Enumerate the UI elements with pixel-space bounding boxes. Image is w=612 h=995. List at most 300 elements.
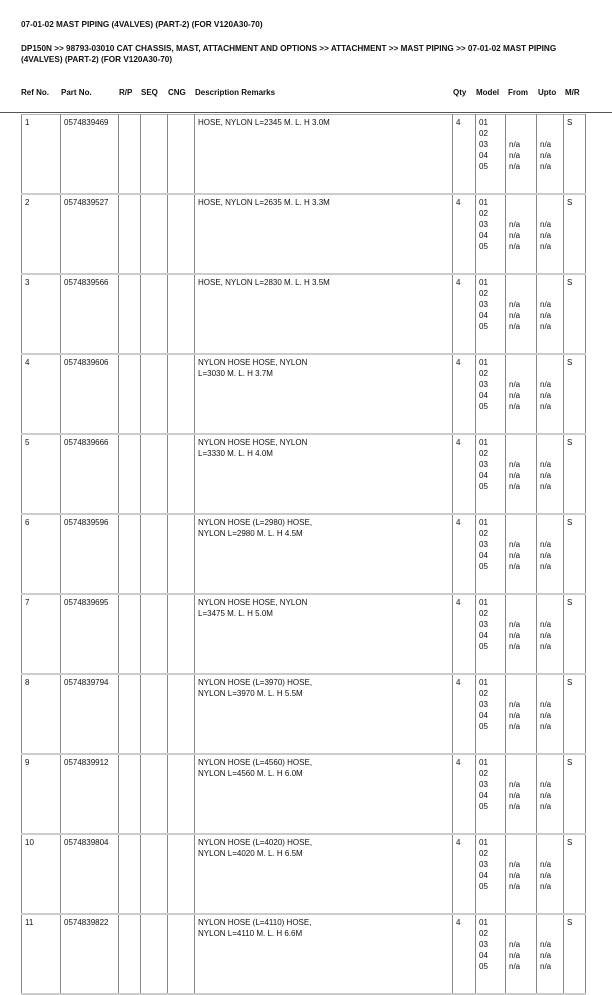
col-header-ref: Ref No. [21,88,49,97]
model-code: 02 [479,209,488,218]
description-line: HOSE, NYLON L=2830 M. L. H 3.5M [198,278,330,287]
upto-cell [537,354,564,434]
upto-value: n/a [540,940,552,949]
description-cell [195,594,453,674]
model-code: 04 [479,391,488,400]
upto-cell [537,674,564,754]
model-code: 03 [479,620,488,629]
cell-text: 4 [456,358,461,367]
upto-cell [537,914,564,994]
cell-text: S [567,918,573,927]
description-line: NYLON L=3970 M. L. H 5.5M [198,689,303,698]
model-code: 04 [479,471,488,480]
model-code: 03 [479,380,488,389]
upto-value: n/a [540,860,552,869]
rp-cell [119,594,141,674]
upto-cell [537,274,564,354]
seq-cell [141,434,168,514]
mr-cell [564,115,586,195]
cng-cell [168,354,195,434]
table-row [22,594,586,674]
part-number-cell [61,594,119,674]
cell-text: 0574839469 [64,118,109,127]
part-number-cell [61,514,119,594]
from-cell [506,354,537,434]
cell-text: S [567,278,573,287]
from-value: n/a [509,551,521,560]
from-value: n/a [509,620,521,629]
cell-text: S [567,118,573,127]
part-number-cell [61,754,119,834]
table-row [22,914,586,994]
from-cell [506,594,537,674]
col-header-rp: R/P [119,88,133,97]
model-code: 02 [479,849,488,858]
description-line: L=3475 M. L. H 5.0M [198,609,273,618]
upto-cell [537,194,564,274]
table-row [22,194,586,274]
cell-text: 3 [25,278,30,287]
upto-value: n/a [540,471,552,480]
mr-cell [564,834,586,914]
cell-text: 0574839596 [64,518,109,527]
description-line: HOSE, NYLON L=2635 M. L. H 3.3M [198,198,330,207]
page-title: 07-01-02 MAST PIPING (4VALVES) (PART-2) (FOR V120A30-70) [21,20,263,29]
cng-cell [168,594,195,674]
cell-text: 4 [456,518,461,527]
ref-cell [22,194,61,274]
upto-value: n/a [540,802,552,811]
cell-text: 11 [25,918,34,927]
from-cell [506,834,537,914]
upto-value: n/a [540,311,552,320]
from-value: n/a [509,162,521,171]
model-cell [476,914,506,994]
seq-cell [141,594,168,674]
seq-cell [141,115,168,195]
cell-text: 9 [25,758,30,767]
cell-text: S [567,198,573,207]
table-row [22,834,586,914]
cell-text: 10 [25,838,34,847]
model-code: 03 [479,460,488,469]
upto-value: n/a [540,882,552,891]
model-code: 02 [479,929,488,938]
upto-value: n/a [540,242,552,251]
upto-value: n/a [540,871,552,880]
from-value: n/a [509,882,521,891]
rp-cell [119,274,141,354]
ref-cell [22,514,61,594]
cell-text: 0574839912 [64,758,109,767]
model-code: 05 [479,322,488,331]
upto-value: n/a [540,231,552,240]
model-code: 04 [479,231,488,240]
rp-cell [119,834,141,914]
description-cell [195,115,453,195]
model-code: 01 [479,518,488,527]
from-value: n/a [509,540,521,549]
mr-cell [564,914,586,994]
upto-value: n/a [540,631,552,640]
seq-cell [141,674,168,754]
qty-cell [453,274,476,354]
from-value: n/a [509,460,521,469]
cng-cell [168,194,195,274]
seq-cell [141,834,168,914]
upto-value: n/a [540,162,552,171]
description-line: NYLON HOSE (L=3970) HOSE, [198,678,313,687]
from-value: n/a [509,871,521,880]
model-code: 04 [479,871,488,880]
cell-text: S [567,598,573,607]
model-code: 01 [479,678,488,687]
model-code: 01 [479,278,488,287]
col-header-desc: Description Remarks [195,88,276,97]
cell-text: 4 [456,838,461,847]
qty-cell [453,754,476,834]
cell-text: S [567,678,573,687]
cell-text: 0574839606 [64,358,109,367]
cell-text: S [567,438,573,447]
cell-text: 0574839527 [64,198,109,207]
mr-cell [564,274,586,354]
from-value: n/a [509,151,521,160]
description-line: NYLON HOSE HOSE, NYLON [198,438,308,447]
model-code: 01 [479,598,488,607]
upto-value: n/a [540,620,552,629]
from-value: n/a [509,562,521,571]
rp-cell [119,514,141,594]
model-code: 02 [479,369,488,378]
model-code: 03 [479,860,488,869]
qty-cell [453,514,476,594]
description-cell [195,274,453,354]
col-header-from: From [508,88,528,97]
from-value: n/a [509,380,521,389]
description-cell [195,514,453,594]
parts-table [21,114,586,995]
seq-cell [141,514,168,594]
rp-cell [119,914,141,994]
cell-text: 0574839804 [64,838,109,847]
col-header-part: Part No. [61,88,92,97]
model-code: 03 [479,140,488,149]
col-header-seq: SEQ [141,88,158,97]
model-cell [476,194,506,274]
from-value: n/a [509,322,521,331]
rp-cell [119,674,141,754]
part-number-cell [61,834,119,914]
col-header-upto: Upto [538,88,557,97]
model-code: 05 [479,962,488,971]
cell-text: 6 [25,518,30,527]
model-code: 03 [479,940,488,949]
description-line: NYLON HOSE (L=4110) HOSE, [198,918,312,927]
model-cell [476,594,506,674]
description-cell [195,754,453,834]
upto-cell [537,514,564,594]
model-cell [476,754,506,834]
model-cell [476,674,506,754]
upto-value: n/a [540,460,552,469]
upto-value: n/a [540,380,552,389]
from-value: n/a [509,951,521,960]
col-header-cng: CNG [168,88,186,97]
model-code: 05 [479,642,488,651]
from-value: n/a [509,242,521,251]
description-line: NYLON HOSE HOSE, NYLON [198,598,308,607]
from-cell [506,274,537,354]
description-cell [195,194,453,274]
description-line: NYLON L=4110 M. L. H 6.6M [198,929,303,938]
model-code: 02 [479,529,488,538]
qty-cell [453,354,476,434]
description-line: NYLON L=4560 M. L. H 6.0M [198,769,303,778]
cell-text: 0574839794 [64,678,109,687]
part-number-cell [61,194,119,274]
upto-value: n/a [540,722,552,731]
upto-cell [537,754,564,834]
mr-cell [564,434,586,514]
model-code: 01 [479,438,488,447]
from-cell [506,674,537,754]
model-code: 01 [479,918,488,927]
cell-text: 8 [25,678,30,687]
from-value: n/a [509,962,521,971]
table-row [22,115,586,195]
upto-cell [537,594,564,674]
model-cell [476,274,506,354]
from-value: n/a [509,402,521,411]
description-line: NYLON L=4020 M. L. H 6.5M [198,849,303,858]
model-code: 03 [479,540,488,549]
description-cell [195,834,453,914]
mr-cell [564,194,586,274]
cell-text: S [567,838,573,847]
model-code: 02 [479,449,488,458]
cell-text: 0574839822 [64,918,109,927]
rp-cell [119,754,141,834]
description-line: L=3330 M. L. H 4.0M [198,449,273,458]
from-value: n/a [509,722,521,731]
upto-cell [537,834,564,914]
upto-value: n/a [540,700,552,709]
model-cell [476,354,506,434]
rp-cell [119,434,141,514]
mr-cell [564,514,586,594]
cell-text: 0574839695 [64,598,109,607]
cell-text: S [567,518,573,527]
from-value: n/a [509,311,521,320]
qty-cell [453,115,476,195]
cell-text: 4 [456,758,461,767]
cng-cell [168,434,195,514]
model-code: 02 [479,769,488,778]
cell-text: 0574839666 [64,438,109,447]
model-code: 05 [479,802,488,811]
part-number-cell [61,914,119,994]
model-code: 01 [479,358,488,367]
upto-value: n/a [540,482,552,491]
cng-cell [168,914,195,994]
from-value: n/a [509,471,521,480]
ref-cell [22,594,61,674]
ref-cell [22,754,61,834]
cng-cell [168,674,195,754]
from-value: n/a [509,860,521,869]
from-cell [506,115,537,195]
part-number-cell [61,274,119,354]
model-cell [476,834,506,914]
model-code: 01 [479,118,488,127]
rp-cell [119,354,141,434]
from-cell [506,194,537,274]
ref-cell [22,354,61,434]
qty-cell [453,674,476,754]
part-number-cell [61,434,119,514]
rp-cell [119,194,141,274]
from-cell [506,914,537,994]
mr-cell [564,674,586,754]
seq-cell [141,914,168,994]
upto-value: n/a [540,791,552,800]
from-value: n/a [509,940,521,949]
model-code: 04 [479,711,488,720]
upto-value: n/a [540,962,552,971]
seq-cell [141,754,168,834]
description-cell [195,434,453,514]
mr-cell [564,594,586,674]
ref-cell [22,674,61,754]
part-number-cell [61,674,119,754]
model-code: 01 [479,758,488,767]
col-header-mr: M/R [565,88,580,97]
cell-text: 5 [25,438,30,447]
from-cell [506,514,537,594]
cell-text: 4 [456,918,461,927]
model-code: 04 [479,551,488,560]
model-code: 02 [479,129,488,138]
model-code: 04 [479,151,488,160]
model-code: 03 [479,780,488,789]
model-code: 02 [479,289,488,298]
table-row [22,274,586,354]
from-value: n/a [509,220,521,229]
model-code: 01 [479,198,488,207]
cell-text: 7 [25,598,30,607]
model-code: 05 [479,482,488,491]
model-code: 05 [479,882,488,891]
description-line: NYLON HOSE (L=4020) HOSE, [198,838,313,847]
model-code: 03 [479,700,488,709]
model-code: 05 [479,242,488,251]
from-value: n/a [509,391,521,400]
upto-value: n/a [540,551,552,560]
from-value: n/a [509,631,521,640]
model-code: 05 [479,402,488,411]
breadcrumb: DP150N >> 98793-03010 CAT CHASSIS, MAST, ATTACHMENT AND OPTIONS >> ATTACHMENT >> MAST PIPING >> 07-01-02 MAST PIPING (4VALVES) (PART-2) (FOR V120A30-70) [21,44,557,64]
seq-cell [141,194,168,274]
from-value: n/a [509,300,521,309]
from-value: n/a [509,700,521,709]
upto-value: n/a [540,300,552,309]
from-value: n/a [509,140,521,149]
col-header-qty: Qty [453,88,467,97]
from-value: n/a [509,231,521,240]
model-code: 03 [479,300,488,309]
upto-cell [537,434,564,514]
from-value: n/a [509,791,521,800]
cell-text: S [567,358,573,367]
cell-text: 4 [456,278,461,287]
cng-cell [168,115,195,195]
model-code: 04 [479,631,488,640]
model-code: 04 [479,311,488,320]
model-code: 04 [479,951,488,960]
cell-text: S [567,758,573,767]
table-row [22,514,586,594]
cng-cell [168,514,195,594]
ref-cell [22,434,61,514]
description-line: NYLON HOSE HOSE, NYLON [198,358,308,367]
ref-cell [22,914,61,994]
seq-cell [141,354,168,434]
description-line: HOSE, NYLON L=2345 M. L. H 3.0M [198,118,330,127]
cell-text: 2 [25,198,30,207]
cell-text: 4 [456,118,461,127]
table-row [22,674,586,754]
upto-cell [537,115,564,195]
description-line: NYLON HOSE (L=4560) HOSE, [198,758,313,767]
cng-cell [168,274,195,354]
table-row [22,354,586,434]
description-line: L=3030 M. L. H 3.7M [198,369,273,378]
upto-value: n/a [540,391,552,400]
description-cell [195,914,453,994]
cng-cell [168,834,195,914]
model-code: 05 [479,562,488,571]
qty-cell [453,594,476,674]
upto-value: n/a [540,220,552,229]
table-row [22,434,586,514]
from-value: n/a [509,802,521,811]
model-code: 03 [479,220,488,229]
model-code: 02 [479,689,488,698]
model-code: 02 [479,609,488,618]
qty-cell [453,914,476,994]
part-number-cell [61,115,119,195]
description-cell [195,354,453,434]
table-row [22,754,586,834]
upto-value: n/a [540,402,552,411]
from-value: n/a [509,711,521,720]
model-code: 05 [479,162,488,171]
seq-cell [141,274,168,354]
description-cell [195,674,453,754]
qty-cell [453,834,476,914]
upto-value: n/a [540,780,552,789]
ref-cell [22,274,61,354]
from-value: n/a [509,780,521,789]
cell-text: 1 [25,118,30,127]
col-header-model: Model [476,88,500,97]
description-line: NYLON HOSE (L=2980) HOSE, [198,518,313,527]
model-code: 05 [479,722,488,731]
upto-value: n/a [540,322,552,331]
model-cell [476,514,506,594]
ref-cell [22,834,61,914]
